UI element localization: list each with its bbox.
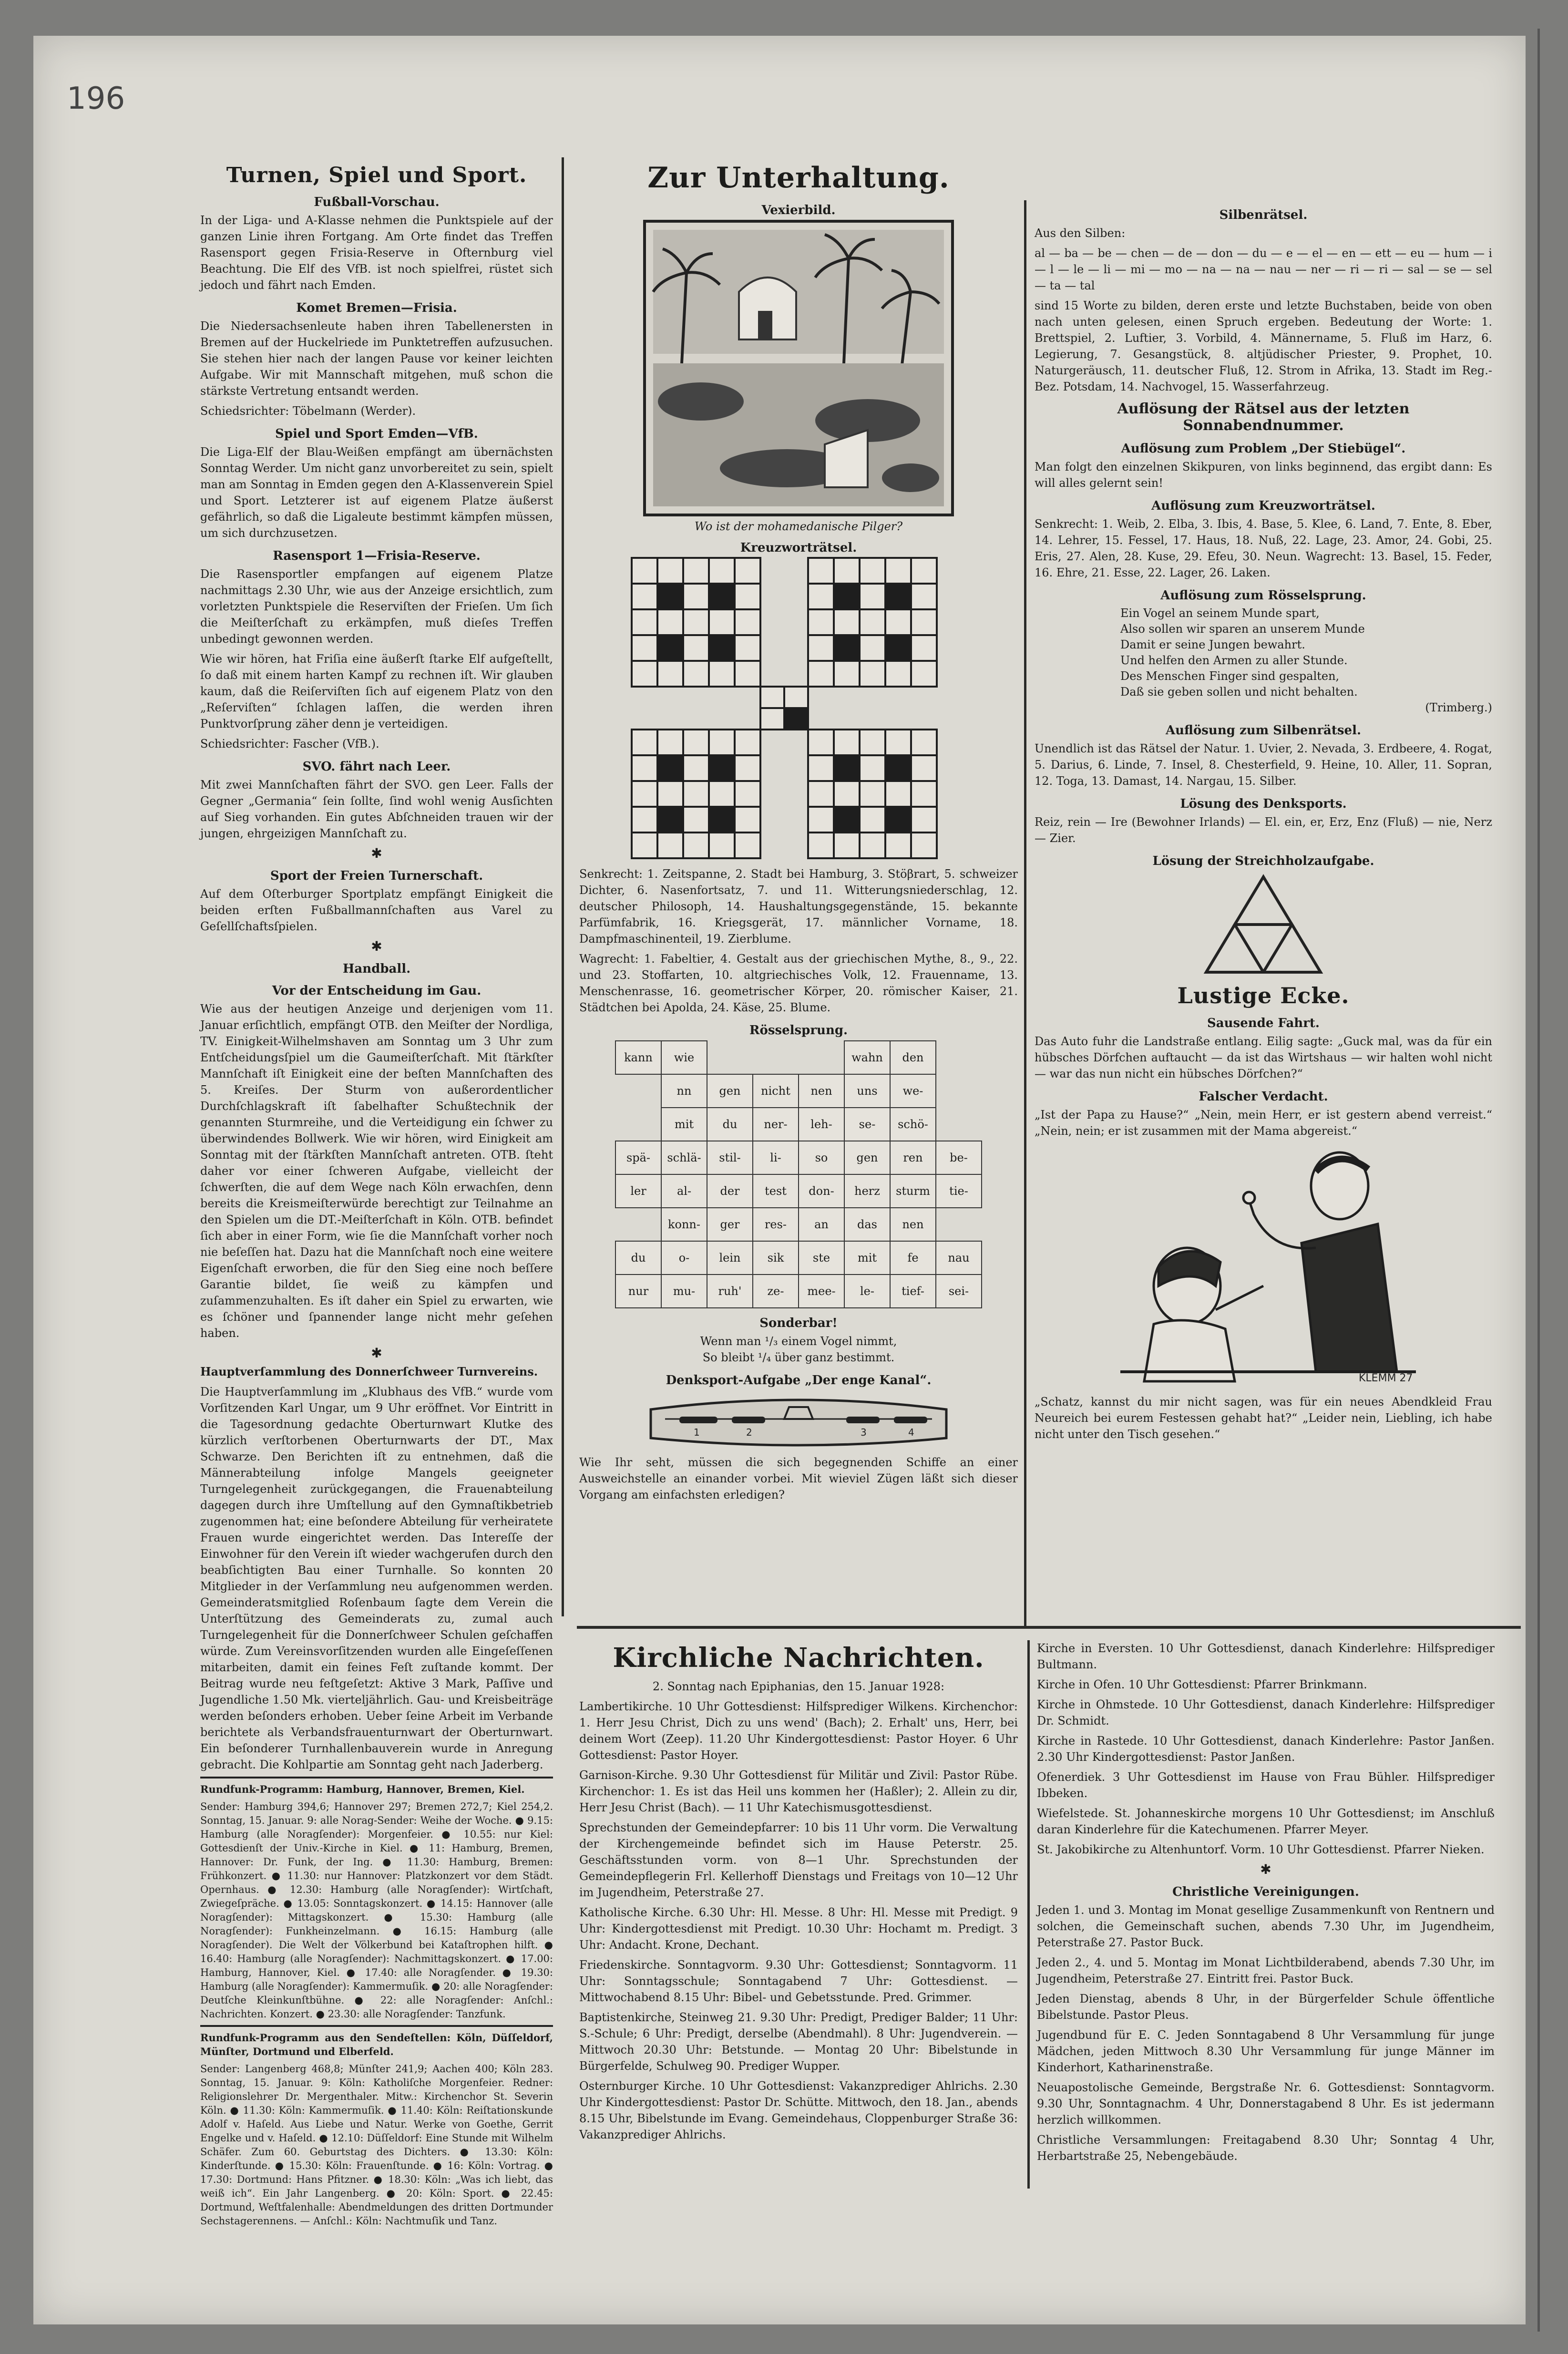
- streichholz-heading: Lösung der Streichholzaufgabe.: [1152, 854, 1374, 868]
- rossel-cell: be-: [936, 1141, 982, 1174]
- rossel-cell: ner-: [753, 1108, 799, 1141]
- sonderbar-line-1: Wenn man ¹/₃ einem Vogel nimmt,: [700, 1335, 897, 1348]
- turnerschaft-text: Auf dem Oſterburger Sportplatz empfängt Einigkeit die beiden erſten Fußballmannſchaften aus Varel zu Geſellſchaftsſpielen.: [200, 887, 553, 933]
- vexier-heading: Vexierbild.: [761, 203, 836, 217]
- sport-title: Turnen, Spiel und Sport.: [226, 163, 527, 187]
- denksport-heading: Denksport-Aufgabe „Der enge Kanal“.: [666, 1373, 932, 1388]
- kirch-entry: Kirche in Rastede. 10 Uhr Gottesdienst, danach Kinderlehre: Pastor Janßen. 2.30 Uhr Kindergottesdienst: Pastor Janßen.: [1037, 1734, 1495, 1764]
- rossel-cell: konn-: [661, 1208, 707, 1241]
- rossel-cell: nau: [936, 1241, 982, 1275]
- rossel-cell: ger: [707, 1208, 753, 1241]
- rossel-cell: gen: [707, 1074, 753, 1108]
- rossel-cell: wie: [661, 1041, 707, 1074]
- poem-line: Und helfen den Armen zu aller Stunde.: [1120, 654, 1348, 667]
- kirch-entry: Jeden 1. und 3. Montag im Monat gesellige Zusammenkunft von Rentnern und solchen, die Gemeinschaft suchen, abends 7.30 Uhr, im Jugendheim, Peterstraße 27. Pastor Buck.: [1037, 1903, 1495, 1949]
- kreuzwort-loesung-text: Senkrecht: 1. Weib, 2. Elba, 3. Ibis, 4. Base, 5. Klee, 6. Land, 7. Ente, 8. Eber, 14. Lehrer, 15. Fessel, 17. Haus, 18. Nuß, 22. Lage, 23. Amor, 24. Gobi, 25. Eris, 27. Alen, 28. Kuse, 29. Efeu, 30. Neun. Wagrecht: 13. Basel, 15. Feder, 16. Ehre, 21. Esse, 22. Lager, 26. Laken.: [1035, 517, 1492, 579]
- denksport-loesung-text: Reiz, rein — Ire (Bewohner Irlands) — El. ein, er, Erz, Enz (Fluß) — nie, Nerz — Zier.: [1035, 815, 1492, 845]
- divider-line: [200, 1777, 553, 1778]
- kreuzwort-wagrecht: Wagrecht: 1. Fabeltier, 4. Gestalt aus der griechischen Mythe, 8., 9., 22. und 23. Stoffarten, 10. altgriechisches Volk, 12. Frauenname, 13. Menschenrasse, 16. geometrischer Körper, 20. römischer Kaiser, 21. Städtchen bei Apolda, 24. Käse, 25. Blume.: [579, 952, 1018, 1014]
- poem-line: Ein Vogel an seinem Munde spart,: [1120, 606, 1320, 620]
- emden-heading: Spiel und Sport Emden—VfB.: [275, 427, 478, 441]
- section-rule: [577, 1626, 1521, 1629]
- silben-intro: Aus den Silben:: [1035, 226, 1126, 240]
- rossel-cell: test: [753, 1174, 799, 1208]
- kirch-section-right: [1037, 1640, 1495, 2203]
- rossel-cell: nicht: [753, 1074, 799, 1108]
- rossel-cell: tie-: [936, 1174, 982, 1208]
- rossel-cell: du: [707, 1108, 753, 1141]
- emden-text: Die Liga-Elf der Blau-Weißen empfängt am übernächsten Sonntag Werder. Um nicht ganz unvorbereitet zu sein, spielt man am Sonntag in Emden gegen den A-Klassenverein Spiel und Sport. Letzterer ist auf eigenem Platze äußerst gefährlich, so daß die Ligaleute bestimmt kämpfen müssen, um sich durchzusetzen.: [200, 445, 553, 540]
- rossel-cell: fe: [890, 1241, 936, 1275]
- rossel-cell: an: [799, 1208, 844, 1241]
- verdacht-heading: Falscher Verdacht.: [1199, 1090, 1328, 1104]
- radio-hamburg-text: Sender: Hamburg 394,6; Hannover 297; Bremen 272,7; Kiel 254,2. Sonntag, 15. Januar. 9: alle Norag-Sender: Weihe der Woche. ● 9.15: Hamburg (alle Noragſender): Morgenfeier. ● 10.55: nur Kiel: Gottesdienſt der Univ.-Kirche in Kiel. ● 11: Hamburg, Bremen, Hannover: Dr. Funk, der Ing. ● 11.30: Hamburg, Bremen: Frühkonzert. ● 11.30: nur Hannover: Platzkonzert vor dem Städt. Opernhaus. ● 12.30: Hamburg (alle Noragſender): Wirtſchaft, Zwiegeſpräche. ● 13.05: Sonntagskonzert. ● 14.15: Hannover (alle Noragſender): Mittagskonzert. ● 15.30: Hamburg (alle Noragſender): Funkheinzelmann. ● 16.15: Hamburg (alle Noragſender). Die Welt der Völkerbund bei Kataſtrophen hilft. ● 16.40: Hamburg (alle Noragſender): Nachmittagskonzert. ● 17.00: Hamburg, Hannover, Kiel. ● 17.40: alle Noragſender. ● 19.30: Hamburg (alle Noragſender): Kammermuſik. ● 20: alle Noragſender: Deutſche Kleinkunſtbühne. ● 22: alle Noragſender: Anſchl.: Nachrichten. Konzert. ● 23.30: alle Noragſender: Tanzfunk.: [200, 1801, 553, 2020]
- rossel-cell: uns: [844, 1074, 890, 1108]
- poem-line: Des Menschen Finger sind gespalten,: [1120, 669, 1340, 683]
- rossel-cell: mit: [661, 1108, 707, 1141]
- kirch-entry: Kirche in Eversten. 10 Uhr Gottesdienst, danach Kinderlehre: Hilfsprediger Bultmann.: [1037, 1642, 1495, 1671]
- kirch-entry: Jeden Dienstag, abends 8 Uhr, in der Bürgerfelder Schule öffentliche Bibelstunde. Pastor Pleus.: [1037, 1992, 1495, 2022]
- kirch-entry: Katholische Kirche. 6.30 Uhr: Hl. Messe. 8 Uhr: Hl. Messe mit Predigt. 9 Uhr: Kindergottesdienst mit Predigt. 10.30 Uhr: Hochamt m. Predigt. 3 Uhr: Andacht. Krone, Dechant.: [579, 1906, 1018, 1952]
- vexier-caption: Wo ist der mohamedanische Pilger?: [694, 520, 903, 533]
- rossel-cell: li-: [753, 1141, 799, 1174]
- silben-loesung-text: Unendlich ist das Rätsel der Natur. 1. Uvier, 2. Nevada, 3. Erdbeere, 4. Rogat, 5. Darius, 6. Linde, 7. Insel, 8. Chesterfield, 9. Heine, 10. Aller, 11. Sopran, 12. Toga, 13. Damast, 14. Nargau, 15. Silber.: [1035, 742, 1492, 788]
- poem-author: (Trimberg.): [1425, 701, 1492, 714]
- cartoon-caption: „Schatz, kannst du mir nicht sagen, was für ein neues Abendkleid Frau Neureich bei eurem Festessen gehabt hat?“ „Leider nein, Liebling, ich habe nicht unter den Tisch gesehen.“: [1035, 1395, 1492, 1441]
- divider-star: ✱: [1260, 1861, 1271, 1877]
- radio-koeln-title: Rundfunk-Programm aus den Sendeſtellen: Köln, Düſſeldorf, Münſter, Dortmund und Elberfeld.: [200, 2032, 553, 2057]
- rossel-cell: ze-: [753, 1275, 799, 1308]
- sonderbar-line-2: So bleibt ¹/₄ über ganz bestimmt.: [702, 1351, 895, 1364]
- kirch-entry: St. Jakobikirche zu Altenhuntorf. Vorm. 10 Uhr Gottesdienst. Pfarrer Nieken.: [1037, 1843, 1485, 1856]
- rossel-cell: den: [890, 1041, 936, 1074]
- rasensport-text: Die Rasensportler empfangen auf eigenem Platze nachmittags 2.30 Uhr, wie aus der Anzeige ersichtlich, zum vorletzten Punktspiele die Reserviſten der Frieſen. Um ſich die Meiſterſchaft zu erkämpfen, muß dieſes Treffen unbedingt gewonnen werden.: [200, 567, 553, 646]
- denksport-text: Wie Ihr seht, müssen die sich begegnenden Schiffe an einer Ausweichstelle an einander vorbei. Mit wieviel Zügen läßt sich dieser Vorgang am einfachsten erledigen?: [579, 1456, 1018, 1501]
- rossel-cell: so: [799, 1141, 844, 1174]
- crossword-grid: [632, 558, 965, 863]
- kirch-entry: Garnison-Kirche. 9.30 Uhr Gottesdienst für Militär und Zivil: Pastor Rübe. Kirchenchor: 1. Es ist das Heil uns kommen her (Haßler); 2. Allein zu dir, Herr Jesu Christ (Bach). — 11 Uhr Katechismusgottesdienst.: [579, 1768, 1018, 1814]
- handball-heading: Handball.: [342, 962, 411, 976]
- column-rule-kirch: [1027, 1640, 1030, 2189]
- rossel-cell: nen: [799, 1074, 844, 1108]
- gau-text: Wie aus der heutigen Anzeige und derjenigen vom 11. Januar erſichtlich, empfängt OTB. den Meiſter der Nordliga, TV. Einigkeit-Wilhelmshaven am Sonntag um 3 Uhr zum Entſcheidungsſpiel um die Gaumeiſterſchaft. Mit ſtärkſter Mannſchaft iſt Einigkeit eine der beſten Mannſchaften des 5. Kreiſes. Der Sturm von außerordentlicher Durchſchlagskraft iſt ſabelhafter Schußtechnik der genannten Sturmreihe, und die Verteidigung ein ſchwer zu überwindendes Bollwerk. Wie wir hören, wird Einigkeit am Sonntag mit der ſtärkſten Mannſchaft antreten. OTB. ſteht daher vor einer ſchweren Aufgabe, vielleicht der ſchwerſten, die auf dem Wege nach Köln erwachſen, denn bereits die Kreismeiſterwürde berechtigt zur Teilnahme an den Spielen um die DT.-Meiſterſchaft in Köln. OTB. befindet ſich aber in einer Form, wie ſie die Mannſchaft vorher noch nie beſeſſen hat. Dazu hat die Mannſchaft noch eine weitere Eigenſchaft erworben, die für den Sieg eine noch beſſere Garantie bildet, ſie weiß zu kämpfen und zuſammenzuhalten. Es iſt daher ein Spiel zu erwarten, wie es ſchöner und ſpannender lange nicht mehr geſehen haben.: [200, 1002, 553, 1340]
- kirch-entry: Christliche Versammlungen: Freitagabend 8.30 Uhr; Sonntag 4 Uhr, Herbartstraße 25, Nebengebäude.: [1037, 2133, 1495, 2163]
- kirch-entry: Neuapostolische Gemeinde, Bergstraße Nr. 6. Gottesdienst: Sonntagvorm. 9.30 Uhr, Sonntagnachm. 4 Uhr, Donnerstagabend 8 Uhr. Es ist jedermann herzlich willkommen.: [1037, 2081, 1495, 2127]
- rossel-cell: mee-: [799, 1275, 844, 1308]
- canal-diagram: [646, 1390, 951, 1452]
- rossel-cell: nur: [615, 1275, 661, 1308]
- cartoon-signature: KLEMM 27: [1359, 1372, 1413, 1384]
- rossel-cell: ruh': [707, 1275, 753, 1308]
- silben-heading: Silbenrätsel.: [1219, 208, 1308, 222]
- kreuzwort-heading: Kreuzworträtsel.: [740, 541, 857, 555]
- denksport-loesung-heading: Lösung des Denksports.: [1180, 797, 1347, 811]
- rossel-cell: nen: [890, 1208, 936, 1241]
- puzzle-column: [579, 157, 1018, 1621]
- turnerschaft-heading: Sport der Freien Turnerschaft.: [270, 869, 483, 883]
- rossel-cell: se-: [844, 1108, 890, 1141]
- verdacht-text: „Ist der Papa zu Hause?“ „Nein, mein Herr, er ist gestern abend verreist.“ „Nein, nein; er ist zusammen mit der Mama abgereist.“: [1035, 1108, 1492, 1138]
- rossel-cell: leh-: [799, 1108, 844, 1141]
- divider-line: [200, 2025, 553, 2027]
- kirch-entry: Ofenerdiek. 3 Uhr Gottesdienst im Hause von Frau Bühler. Hilfsprediger Ibbeken.: [1037, 1770, 1495, 1800]
- page-edge-rule: [1537, 29, 1540, 2332]
- raetsel-column: [1035, 200, 1492, 1621]
- rossel-cell: sik: [753, 1241, 799, 1275]
- kirch-entry: Lambertikirche. 10 Uhr Gottesdienst: Hilfsprediger Wilkens. Kirchenchor: 1. Herr Jesu Christ, Dich zu uns wend' (Bach); 2. Erhalt' uns, Herr, bei deinem Wort (Zeep). 11.20 Uhr Kindergottesdienst: Pastor Hoyer. 6 Uhr Gottesdienst: Pastor Hoyer.: [579, 1700, 1018, 1762]
- rossel-cell: ren: [890, 1141, 936, 1174]
- radio-koeln-text: Sender: Langenberg 468,8; Münſter 241,9; Aachen 400; Köln 283. Sonntag, 15. Januar. 9: Köln: Katholiſche Morgenfeier. Redner: Religionslehrer Dr. Mergenthaler. Mitw.: Kirchenchor St. Severin Köln. ● 11.30: Köln: Kammermuſik. ● 11.40: Köln: Reiſtationskunde Adolf v. Haſeld. Aus Liebe und Natur. Werke von Goethe, Gerrit Engelke und v. Haſeld. ● 12.10: Düſſeldorf: Eine Stunde mit Wilhelm Schäfer. Zum 60. Geburtstag des Dichters. ● 13.30: Köln: Kinderſtunde. ● 15.30: Köln: Frauenſtunde. ● 16: Köln: Vortrag. ● 17.30: Dortmund: Hans Pfitzner. ● 18.30: Köln: „Was ich liebt, das weiß ich“. Ein Jahr Langenberg. ● 20: Köln: Sport. ● 22.45: Dortmund, Weſtfalenhalle: Abendmeldungen des dritten Dortmunder Sechstagerennens. — Anſchl.: Köln: Nachtmuſik und Tanz.: [200, 2063, 553, 2227]
- sonderbar-heading: Sonderbar!: [759, 1316, 838, 1330]
- kirch-entry: Sprechstunden der Gemeindepfarrer: 10 bis 11 Uhr vorm. Die Verwaltung der Kirchengemeinde befindet sich im Hause Peterstr. 25. Geschäftsstunden vorm. von 8—1 Uhr. Sprechstunden der Gemeindepflegerin Frl. Kellerhoff Dienstags und Freitags von 10—12 Uhr im Jugendheim, Peterstraße 27.: [579, 1821, 1018, 1899]
- vereinigungen-heading: Christliche Vereinigungen.: [1172, 1885, 1359, 1899]
- stiebuegel-heading: Auflösung zum Problem „Der Stiebügel“.: [1121, 442, 1406, 456]
- kirch-entry: Kirche in Ofen. 10 Uhr Gottesdienst: Pfarrer Brinkmann.: [1037, 1678, 1367, 1691]
- column-rule-right: [1024, 200, 1026, 1626]
- silben-syllables: al — ba — be — chen — de — don — du — e — el — en — ett — eu — hum — i — l — le — li — mi — mo — na — na — nau — ner — ri — ri — sal — se — sel — ta — tal: [1035, 247, 1492, 292]
- rossel-cell: stil-: [707, 1141, 753, 1174]
- divider-star: ✱: [371, 938, 382, 954]
- rossel-cell: ler: [615, 1174, 661, 1208]
- svo-text: Mit zwei Mannſchaften fährt der SVO. gen Leer. Falls der Gegner „Germania“ ſein ſollte, ſind wohl wenig Ausſichten auf Sieg vorhanden. Ein gutes Abſchneiden trauen wir der jungen, ehrgeizigen Mannſchaft zu.: [200, 778, 553, 840]
- poem-line: Daß sie geben sollen und nicht behalten.: [1120, 685, 1358, 699]
- rossel-cell: schö-: [890, 1108, 936, 1141]
- rossel-cell: sei-: [936, 1275, 982, 1308]
- vexier-picture: [644, 220, 953, 516]
- rossel-cell: du: [615, 1241, 661, 1275]
- sausende-fahrt-heading: Sausende Fahrt.: [1207, 1016, 1320, 1030]
- svo-heading: SVO. fährt nach Leer.: [302, 760, 451, 774]
- sport-column: [200, 157, 553, 2227]
- gau-heading: Vor der Entscheidung im Gau.: [272, 984, 482, 998]
- kirch-entry: Jugendbund für E. C. Jeden Sonntagabend 8 Uhr Versammlung für junge Mädchen, jeden Mittwoch 8.30 Uhr Versammlung für junge Männer im Kinderhort, Katharinenstraße.: [1037, 2028, 1495, 2074]
- poem-line: Also sollen wir sparen an unserem Munde: [1120, 622, 1365, 636]
- rossel-cell: le-: [844, 1275, 890, 1308]
- rossel-loesung-heading: Auflösung zum Rösselsprung.: [1160, 588, 1366, 603]
- sausende-fahrt-text: Das Auto fuhr die Landstraße entlang. Eilig sagte: „Guck mal, was da für ein hübsches Dörfchen auftaucht — da ist das Wirtshaus — wir halten wohl nicht — war das nun nicht ein hübsches Dörfchen?“: [1035, 1035, 1492, 1080]
- hauptversammlung-text: Die Hauptverſammlung im „Klubhaus des VfB.“ wurde vom Vorſitzenden Karl Ungar, um 9 Uhr eröffnet. Vor Eintritt in die Tagesordnung gedachte Oberturnwart Klutke des kürzlich verſtorbenen Oberturnwarts der DT., Max Schwarze. Den Berichten iſt zu entnehmen, daß die Männerabteilung infolge Mangels geeigneter Turngelegenheit zurückgegangen, die Frauenabteilung dagegen durch ihre Umſtellung auf den Gymnaſtikbetrieb zugenommen hat; eine beſondere Abteilung für verheiratete Frauen wurde eingerichtet werden. Das Intereſſe der Einwohner für den Verein iſt wieder wachgerufen durch den beabſichtigten Bau einer Turnhalle. So konnten 20 Mitglieder in der Verſammlung neu aufgenommen werden. Gemeinderatsmitglied Roſenbaum ſagte dem Verein die Unterſtützung des Gemeinderats zu, zumal auch Turngelegenheit für die Donnerſchweer Schulen geſchaffen würde. Zum Vereinsvorſitzenden wurden alle Eingeſeſſenen mitarbeiten, damit ein feines Feſt zuſtande kommt. Der Beitrag wurde neu feſtgeſetzt: Aktive 3 Mark, Paſſive und Jugendliche 1.50 Mk. vierteljährlich. Gau- und Kreisbeiträge werden beſonders erhoben. Ueber ſeine Arbeit im Verbande berichtete als Verbandsfrauenturnwart der Oberturnwart. Ein beſonderer Turnhallenbauverein wurde in Anregung gebracht. Die Kohlpartie am Sonntag geht nach Jaderberg.: [200, 1385, 553, 1771]
- cartoon-illustration: [1092, 1143, 1435, 1391]
- hauptversammlung-heading: Hauptverſammlung des Donnerſchweer Turnvereins.: [200, 1365, 538, 1378]
- column-rule-left: [562, 157, 564, 1616]
- divider-star: ✱: [371, 1345, 382, 1361]
- rossel-cell: don-: [799, 1174, 844, 1208]
- rossel-cell: nn: [661, 1074, 707, 1108]
- rossel-cell: ste: [799, 1241, 844, 1275]
- silben-loesung-heading: Auflösung zum Silbenrätsel.: [1165, 723, 1362, 738]
- radio-hamburg-title: Rundfunk-Programm: Hamburg, Hannover, Bremen, Kiel.: [200, 1783, 525, 1795]
- unterhaltung-title: Zur Unterhaltung.: [647, 161, 950, 195]
- kirch-date: 2. Sonntag nach Epiphanias, den 15. Januar 1928:: [652, 1680, 945, 1693]
- rasensport-heading: Rasensport 1—Frisia-Reserve.: [273, 549, 481, 563]
- stiebuegel-text: Man folgt den einzelnen Skikpuren, von links beginnend, das ergibt dann: Es will alles gelernt sein!: [1035, 460, 1492, 490]
- rossel-cell: das: [844, 1208, 890, 1241]
- rossel-heading: Rösselsprung.: [749, 1023, 848, 1038]
- rossel-cell: tief-: [890, 1275, 936, 1308]
- rasensport-text-2: Wie wir hören, hat Friſia eine äußerſt ſtarke Elf aufgeſtellt, ſo daß mit einem harten Kampf zu rechnen iſt. Wir glauben kaum, daß die Reiſerviſten ſich auf eigenem Platz von den „Reſerviſten“ ſchlagen laſſen, die werden ihren Punktvorſprung zäher denn je verteidigen.: [200, 652, 553, 730]
- komet-text: Die Niedersachsenleute haben ihren Tabellenersten in Bremen auf der Huckelriede im Punktetreffen aufzusuchen. Sie stehen hier nach der langen Pause vor keiner leichten Aufgabe. Wir mit Mannschaft mitgehen, muß schon die stärkste Vertretung entsandt werden.: [200, 319, 553, 398]
- kirch-section-left: [579, 1640, 1018, 2203]
- rossel-cell: sturm: [890, 1174, 936, 1208]
- kirch-entry: Kirche in Ohmstede. 10 Uhr Gottesdienst, danach Kinderlehre: Hilfsprediger Dr. Schmidt.: [1037, 1698, 1495, 1727]
- rossel-cell: herz: [844, 1174, 890, 1208]
- kirch-entry: Friedenskirche. Sonntagvorm. 9.30 Uhr: Gottesdienst; Sonntagvorm. 11 Uhr: Sonntagsschule; Sonntagabend 7 Uhr: Gottesdienst. — Mittwochabend 8.15 Uhr: Bibel- und Gebetsstunde. Pred. Grimmer.: [579, 1958, 1018, 2004]
- kreuzwort-senkrecht: Senkrecht: 1. Zeitspanne, 2. Stadt bei Hamburg, 3. Stöβrart, 5. schweizer Dichter, 6. Nasenfortsatz, 7. und 11. Witterungsniederschlag, 12. deutscher Philosoph, 14. Haushaltungsgegenstände, 15. bekannte Parfümfabrik, 16. Kriegsgerät, 17. männlicher Vorname, 18. Dampfmaschinenteil, 19. Zierblume.: [579, 867, 1018, 946]
- kirch-entry: Osternburger Kirche. 10 Uhr Gottesdienst: Vakanzprediger Ahlrichs. 2.30 Uhr Kindergottesdienst: Pastor Dr. Schütte. Mittwoch, den 18. Jan., abends 8.15 Uhr, Bibelstunde im Evang. Gemeindehaus, Cloppenburger Straße 36: Vakanzprediger Ahlrichs.: [579, 2079, 1018, 2141]
- rossel-loesung-poem: [1035, 606, 1492, 716]
- rossel-cell: schlä-: [661, 1141, 707, 1174]
- divider-star: ✱: [371, 845, 382, 861]
- rossel-grid: [615, 1040, 982, 1308]
- kirch-entry: Wiefelstede. St. Johanneskirche morgens 10 Uhr Gottesdienst; im Anschluß daran Kinderlehre für die Katechumenen. Pfarrer Meyer.: [1037, 1807, 1495, 1836]
- kirch-entry: Baptistenkirche, Steinweg 21. 9.30 Uhr: Predigt, Prediger Balder; 11 Uhr: S.-Schule; 6 Uhr: Predigt, derselbe (Abendmahl). 8 Uhr: Jugendverein. — Mittwoch 20.30 Uhr: Betstunde. — Montag 20 Uhr: Bibelstunde in Bürgerfelde, Schulweg 90. Prediger Wupper.: [579, 2011, 1018, 2073]
- svg-text:4: 4: [908, 1427, 914, 1438]
- rossel-cell: spä-: [615, 1141, 661, 1174]
- lustige-ecke-heading: Lustige Ecke.: [1177, 983, 1350, 1008]
- page-number: 196: [67, 81, 125, 116]
- rossel-cell: mu-: [661, 1275, 707, 1308]
- rossel-cell: mit: [844, 1241, 890, 1275]
- kreuzwort-loesung-heading: Auflösung zum Kreuzworträtsel.: [1151, 499, 1375, 513]
- rossel-cell: lein: [707, 1241, 753, 1275]
- komet-heading: Komet Bremen—Frisia.: [296, 301, 457, 315]
- rossel-cell: we-: [890, 1074, 936, 1108]
- kirch-entry: Jeden 2., 4. und 5. Montag im Monat Lichtbilderabend, abends 7.30 Uhr, im Jugendheim, Peterstraße 27. Eintritt frei. Pastor Buck.: [1037, 1956, 1495, 1985]
- silben-text: sind 15 Worte zu bilden, deren erste und letzte Buchstaben, beide von oben nach unten gelesen, einen Spruch ergeben. Bedeutung der Worte: 1. Brettspiel, 2. Luftier, 3. Vorbild, 4. Männername, 5. Fluß im Harz, 6. Legierung, 7. Gesangstück, 8. altjüdischer Priester, 9. Prophet, 10. Naturgeräusch, 11. deutscher Fluß, 12. Strom in Afrika, 13. Stadt im Reg.-Bez. Potsdam, 14. Nachvogel, 15. Wasserfahrzeug.: [1035, 299, 1492, 393]
- rossel-cell: der: [707, 1174, 753, 1208]
- fussball-heading: Fußball-Vorschau.: [314, 195, 440, 209]
- rossel-cell: o-: [661, 1241, 707, 1275]
- fussball-text: In der Liga- und A-Klasse nehmen die Punktspiele auf der ganzen Linie ihren Fortgang. Am Orte findet das Treffen Rasensport gegen Frisia-Reserve in Ofternburg viel Beachtung. Die Elf des VfB. ist noch spielfrei, rüstet sich jedoch und fährt nach Emden.: [200, 214, 553, 292]
- komet-ref: Schiedsrichter: Töbelmann (Werder).: [200, 404, 416, 418]
- matchstick-figure: [1192, 872, 1335, 977]
- rasensport-ref: Schiedsrichter: Fascher (VfB.).: [200, 737, 379, 750]
- aufloesung-heading: Auflösung der Rätsel aus der letzten Sonnabendnummer.: [1117, 401, 1410, 434]
- rossel-cell: wahn: [844, 1041, 890, 1074]
- rossel-cell: kann: [615, 1041, 661, 1074]
- rossel-cell: res-: [753, 1208, 799, 1241]
- svg-text:1: 1: [694, 1427, 700, 1438]
- rossel-cell: al-: [661, 1174, 707, 1208]
- svg-text:2: 2: [746, 1427, 752, 1438]
- kirch-title: Kirchliche Nachrichten.: [613, 1642, 984, 1674]
- rossel-cell: gen: [844, 1141, 890, 1174]
- poem-line: Damit er seine Jungen bewahrt.: [1120, 638, 1305, 651]
- svg-text:3: 3: [861, 1427, 867, 1438]
